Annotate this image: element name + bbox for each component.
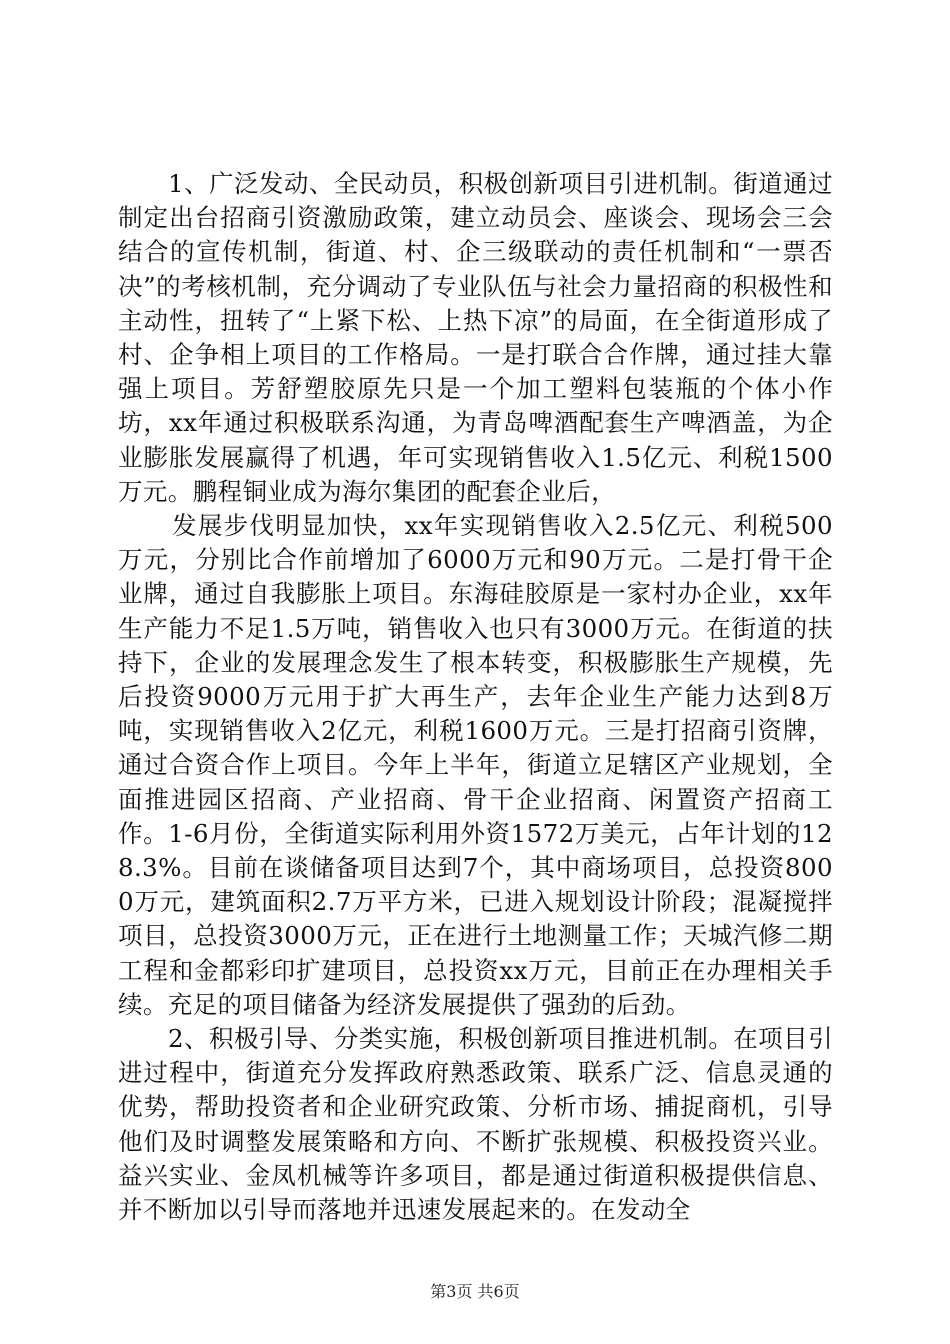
paragraph-1: 1、广泛发动、全民动员，积极创新项目引进机制。街道通过制定出台招商引资激励政策，建立动员会、座谈会、现场会三会结合的宣传机制，街道、村、企三级联动的责任机制和“一票否决”的考核机制，充分调动了专业队伍与社会力量招商的积极性和主动性，扭转了“上紧下松、上热下凉”的局面，在全街道形成了村、企争相上项目的工作格局。一是打联合合作牌，通过挂大靠强上项目。芳舒塑胶原先只是一个加工塑料包装瓶的个体小作坊，xx年通过积极联系沟通，为青岛啤酒配套生产啤酒盖，为企业膨胀发展赢得了机遇，年可实现销售收入1.5亿元、利税1500万元。鹏程铜业成为海尔集团的配套企业后， xyxy=(118,169,833,506)
paragraph-3: 2、积极引导、分类实施，积极创新项目推进机制。在项目引进过程中，街道充分发挥政府熟悉政策、联系广泛、信息灵通的优势，帮助投资者和企业研究政策、分析市场、捕捉商机，引导他们及时调整发展策略和方向、不断扩张规模、积极投资兴业。益兴实业、金凤机械等许多项目，都是通过街道积极提供信息、并不断加以引导而落地并迅速发展起来的。在发动全 xyxy=(118,1024,833,1225)
page-footer: 第3页 共6页 xyxy=(430,1282,520,1301)
document-body xyxy=(118,167,833,1227)
paragraph-2: 发展步伐明显加快，xx年实现销售收入2.5亿元、利税500万元，分别比合作前增加了6000万元和90万元。二是打骨干企业牌，通过自我膨胀上项目。东海硅胶原是一家村办企业，xx年生产能力不足1.5万吨，销售收入也只有3000万元。在街道的扶持下，企业的发展理念发生了根本转变，积极膨胀生产规模，先后投资9000万元用于扩大再生产，去年企业生产能力达到8万吨，实现销售收入2亿元，利税1600万元。三是打招商引资牌，通过合资合作上项目。今年上半年，街道立足辖区产业规划，全面推进园区招商、产业招商、骨干企业招商、闲置资产招商工作。1-6月份，全街道实际利用外资1572万美元，占年计划的128.3%。目前在谈储备项目达到7个，其中商场项目，总投资8000万元，建筑面积2.7万平方米，已进入规划设计阶段；混凝搅拌项目，总投资3000万元，正在进行土地测量工作；天城汽修二期工程和金都彩印扩建项目，总投资xx万元，目前正在办理相关手续。充足的项目储备为经济发展提供了强劲的后劲。 xyxy=(118,511,833,1019)
